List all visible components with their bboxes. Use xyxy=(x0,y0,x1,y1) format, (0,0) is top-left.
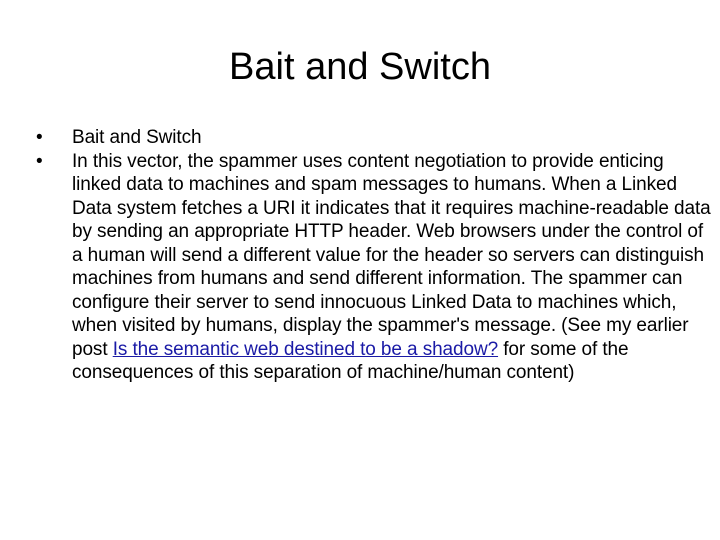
bullet-text-after-link: for some of the consequences of this separation of machine/human content) xyxy=(72,338,629,383)
bullet-icon: • xyxy=(36,127,43,148)
bullet-item-description xyxy=(36,150,712,385)
bullet-text: Bait and Switch xyxy=(72,127,202,148)
bullet-text-before-link: In this vector, the spammer uses content negotiation to provide enticing linked data to machines and spam messages to humans. When a Linked Data system fetches a URI it indicates that it requires machine-readable data by sending an appropriate HTTP header. Web browsers under the control of a human will send a different value for the header so servers can distinguish machines from humans and send different information. The spammer can configure their server to send innocuous Linked Data to machines which, when visited by humans, display the spammer's message. (See my earlier post xyxy=(72,150,711,360)
bullet-list xyxy=(36,126,712,385)
bullet-icon: • xyxy=(36,150,43,172)
earlier-post-link[interactable]: Is the semantic web destined to be a shadow? xyxy=(112,338,499,360)
slide-title: Bait and Switch xyxy=(229,46,491,88)
bullet-item-bait-and-switch xyxy=(36,126,712,150)
